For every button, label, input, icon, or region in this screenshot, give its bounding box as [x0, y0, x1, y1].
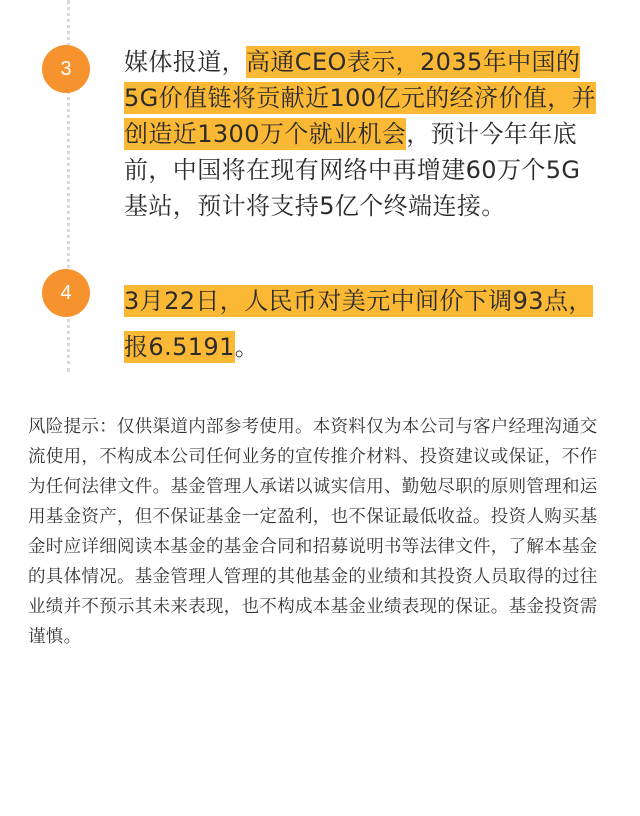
news-item-suffix: 。	[234, 333, 260, 361]
news-item-prefix: 媒体报道，	[124, 48, 246, 76]
news-item-suffix: ，预计今年年底前，中国将在现有网络中再增建60万个5G基站，预计将支持5亿个终端连接。	[124, 120, 581, 220]
item-number: 3	[60, 58, 72, 80]
item-number-badge	[42, 45, 90, 93]
news-item-highlight: 高通CEO表示，2035年中国的5G价值链将贡献近100亿元的经济价值，并创造近1300万个就业机会	[124, 48, 597, 148]
news-item-highlight: 3月22日，人民币对美元中间价下调93点，报6.5191	[124, 287, 593, 361]
news-item	[124, 44, 604, 224]
item-number: 4	[60, 282, 72, 304]
item-number-badge	[42, 269, 90, 317]
risk-disclaimer: 风险提示：仅供渠道内部参考使用。本资料仅为本公司与客户经理沟通交流使用，不构成本公司任何业务的宣传推介材料、投资建议或保证，不作为任何法律文件。基金管理人承诺以诚实信用、勤勉尽职的原则管理和运用基金资产，但不保证基金一定盈利，也不保证最低收益。投资人购买基金时应详细阅读本基金的基金合同和招募说明书等法律文件，了解本基金的具体情况。基金管理人管理的其他基金的业绩和其投资人员取得的过往业绩并不预示其未来表现，也不构成本基金业绩表现的保证。基金投资需谨慎。	[28, 417, 598, 647]
news-item	[124, 278, 604, 370]
